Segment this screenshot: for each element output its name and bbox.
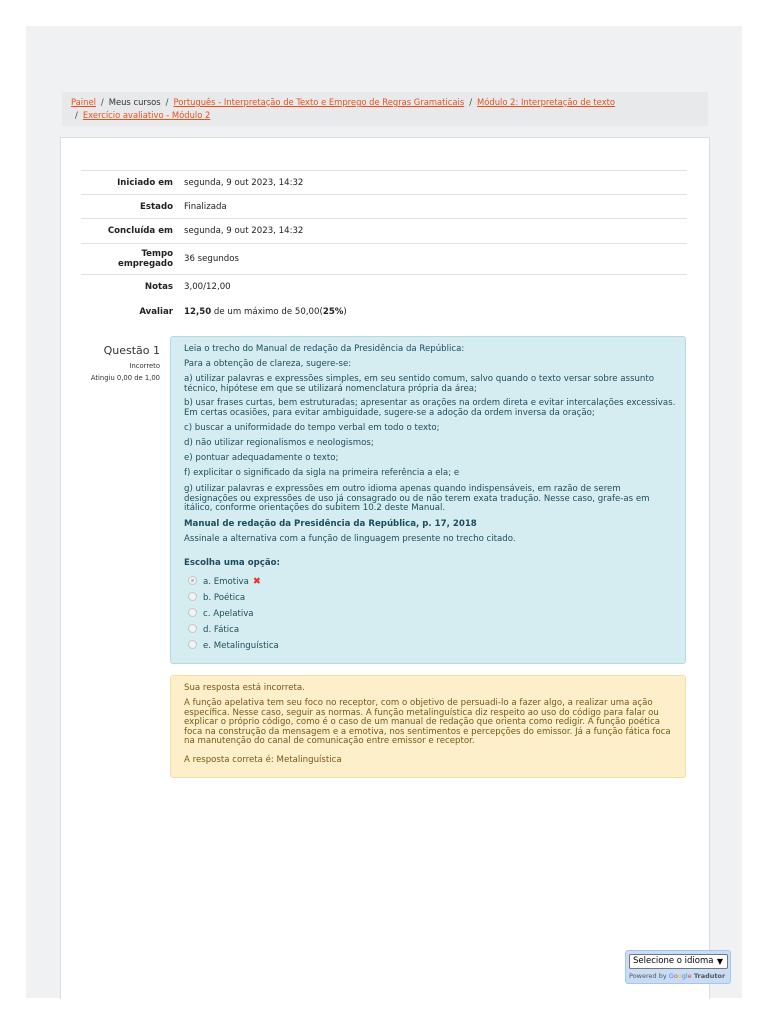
google-translate-widget	[625, 950, 731, 984]
question-intro: Leia o trecho do Manual de redação da Presidência da República:	[184, 344, 465, 354]
answer-option-b[interactable]	[188, 592, 245, 604]
answer-option-a[interactable]	[188, 576, 261, 588]
summary-value: 36 segundos	[179, 244, 687, 275]
breadcrumb-link-course[interactable]: Português - Interpretação de Texto e Emprego de Regras Gramaticais	[173, 97, 465, 107]
radio[interactable]	[188, 608, 197, 617]
feedback-status: Sua resposta está incorreta.	[184, 683, 305, 693]
feedback-text: A função apelativa tem seu foco no receptor, com o objetivo de persuadi-lo a fazer algo, a realizar uma ação específica. Nesse caso, seguir as normas. A função metalinguística diz respeito ao uso do código para falar ou explicar o próprio código, como é o caso de um manual de redação que orienta como redigir. A função poética foca na construção da mensagem e a emotiva, nos sentimentos e percepções do emissor. Já a função fática foca na manutenção do canal de comunicação entre emissor e receptor.	[184, 698, 671, 747]
option-label: d. Fática	[203, 625, 240, 635]
summary-row-state	[81, 195, 687, 219]
question-item: a) utilizar palavras e expressões simples, em seu sentido comum, salvo quando o texto versar sobre assunto técnico, hipótese em que se utilizará nomenclatura própria da área;	[184, 374, 654, 394]
language-select-label: Selecione o idioma	[633, 956, 714, 966]
chevron-down-icon: ▼	[716, 957, 723, 966]
question-item: c) buscar a uniformidade do tempo verbal em todo o texto;	[184, 423, 440, 433]
grade-value: 12,50	[184, 306, 212, 317]
summary-row-started	[81, 171, 687, 195]
powered-by-google: Powered by Google Tradutor	[629, 972, 726, 980]
question-grade: Atingiu 0,00 de 1,00	[90, 374, 160, 382]
summary-row-marks	[81, 275, 687, 300]
question-content	[170, 336, 686, 664]
language-select[interactable]	[629, 954, 728, 969]
option-label: a. Emotiva	[203, 577, 249, 587]
summary-label-line1: Tempo	[141, 249, 173, 259]
breadcrumb-separator: /	[100, 97, 104, 107]
breadcrumb-separator: /	[469, 97, 473, 107]
question-item: d) não utilizar regionalismos e neologismos;	[184, 438, 374, 448]
summary-label: Estado	[81, 195, 179, 219]
question-item: b) usar frases curtas, bem estruturadas; apresentar as orações na ordem direta e evitar intercalações excessivas. Em certas ocasiões, para evitar ambiguidade, sugere-se a adoção da ordem inversa da oração;	[184, 398, 676, 418]
question-number: Questão 1	[103, 344, 160, 357]
radio[interactable]	[188, 592, 197, 601]
question-info	[86, 344, 160, 382]
breadcrumb-link-painel[interactable]: Painel	[71, 97, 96, 107]
answer-option-e[interactable]	[188, 640, 279, 652]
question-item: f) explicitar o significado da sigla na primeira referência a ela; e	[184, 468, 460, 478]
feedback-right-answer: A resposta correta é: Metalinguística	[184, 755, 342, 765]
grade-max-text: de um máximo de 50,00(	[211, 306, 323, 317]
summary-value	[179, 299, 687, 324]
radio[interactable]	[188, 624, 197, 633]
summary-row-time-taken	[81, 244, 687, 275]
question-prompt: Assinale a alternativa com a função de linguagem presente no trecho citado.	[184, 534, 516, 544]
summary-row-grade	[81, 299, 687, 324]
question-source: Manual de redação da Presidência da República, p. 17, 2018	[184, 519, 477, 529]
summary-label: Notas	[81, 275, 179, 300]
grade-close: )	[343, 306, 347, 317]
answer-option-c[interactable]	[188, 608, 254, 620]
summary-label	[81, 244, 179, 275]
radio[interactable]	[188, 640, 197, 649]
choose-option-label: Escolha uma opção:	[184, 558, 280, 568]
attempt-summary-table	[81, 170, 687, 324]
question-subintro: Para a obtenção de clareza, sugere-se:	[184, 359, 352, 369]
incorrect-icon: ✖	[252, 576, 261, 587]
answer-option-d[interactable]	[188, 624, 239, 636]
grade-percent: 25%	[322, 306, 344, 317]
breadcrumb	[62, 92, 708, 126]
option-label: c. Apelativa	[203, 609, 254, 619]
breadcrumb-separator: /	[75, 110, 78, 120]
summary-value: segunda, 9 out 2023, 14:32	[179, 219, 687, 244]
summary-label-line2: empregado	[117, 259, 173, 269]
breadcrumb-separator: /	[165, 97, 169, 107]
summary-label: Avaliar	[139, 306, 173, 317]
summary-value: segunda, 9 out 2023, 14:32	[179, 171, 687, 195]
summary-row-completed	[81, 219, 687, 244]
summary-label: Iniciado em	[81, 171, 179, 195]
option-label: e. Metalinguística	[203, 641, 279, 651]
radio-selected[interactable]	[188, 576, 197, 585]
summary-label: Concluída em	[81, 219, 179, 244]
summary-value: 3,00/12,00	[179, 275, 687, 300]
summary-value: Finalizada	[179, 195, 687, 219]
question-item: e) pontuar adequadamente o texto;	[184, 453, 339, 463]
question-item: g) utilizar palavras e expressões em outro idioma apenas quando indispensáveis, em razão de serem designações ou expressões de uso já consagrado ou de não terem exata tradução. Nesse caso, grafe-as em itálico, conforme orientações do subitem 10.2 deste Manual.	[184, 484, 650, 514]
breadcrumb-link-quiz[interactable]: Exercício avaliativo - Módulo 2	[82, 110, 211, 120]
feedback-box	[170, 675, 686, 778]
question-state: Incorreto	[129, 362, 160, 370]
option-label: b. Poética	[203, 593, 246, 603]
breadcrumb-meus-cursos: Meus cursos	[108, 97, 161, 107]
breadcrumb-link-module[interactable]: Módulo 2: Interpretação de texto	[477, 97, 616, 107]
